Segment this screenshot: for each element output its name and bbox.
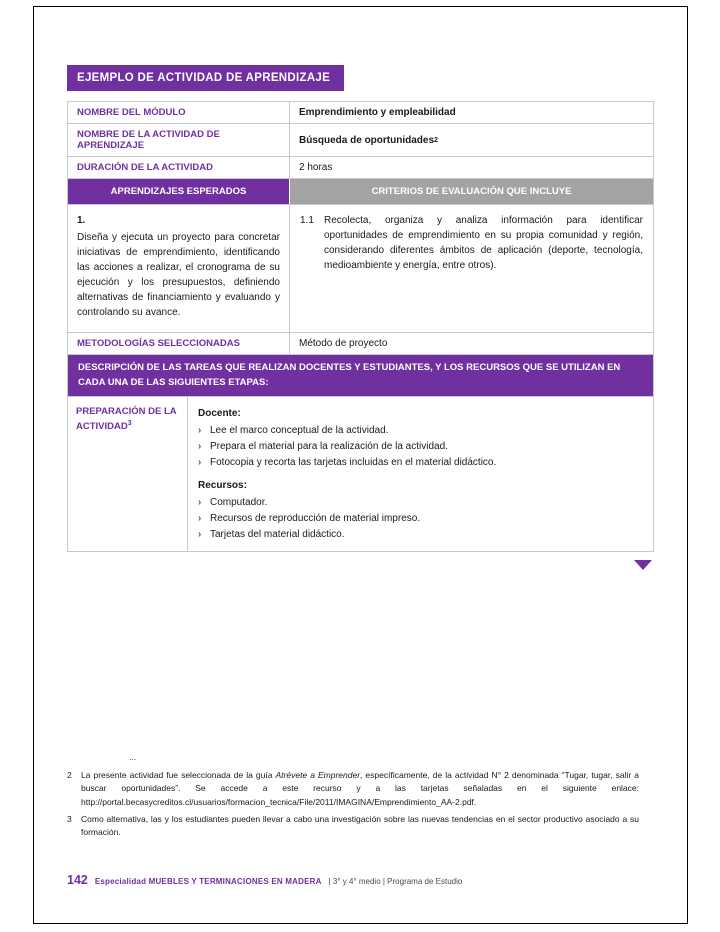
- duration-row: [68, 157, 653, 179]
- arrow-bullet-icon: ›: [198, 529, 202, 541]
- continue-marker: [67, 557, 654, 575]
- footnote-number: 2: [67, 770, 72, 781]
- specialty-name: Especialidad MUEBLES Y TERMINACIONES EN MADERA: [94, 877, 322, 886]
- footnote-2: [67, 769, 639, 809]
- page-content: [34, 7, 687, 575]
- preparation-label-text: PREPARACIÓN DE LA ACTIVIDAD: [76, 406, 177, 433]
- resource-text: Recursos de reproducción de material impreso.: [210, 513, 421, 525]
- tasks-description-header: DESCRIPCIÓN DE LAS TAREAS QUE REALIZAN DOCENTES Y ESTUDIANTES, Y LOS RECURSOS QUE SE UTILIZAN EN CADA UNA DE LAS SIGUIENTES ETAPAS:: [68, 355, 653, 397]
- footnote-ref-2: 2: [434, 136, 438, 144]
- learning-header-row: [68, 179, 653, 205]
- methodology-value: Método de proyecto: [299, 338, 388, 349]
- resource-item: [198, 527, 643, 543]
- footnote-2-guide-title: Atrévete a Emprender: [275, 770, 361, 781]
- footnote-ref-3: 3: [127, 420, 132, 428]
- resources-section-title: Recursos:: [198, 480, 247, 492]
- footnotes: [67, 751, 639, 843]
- preparation-content: [188, 397, 653, 551]
- footnote-ellipsis: ...: [129, 752, 137, 762]
- methodology-label: METODOLOGÍAS SELECCIONADAS: [68, 333, 290, 354]
- arrow-bullet-icon: ›: [198, 497, 202, 509]
- footnote-2-url: http://portal.becasycreditos.cl/usuarios/formacion_tecnica/File/2011/IMAGINA/Emprendimiento_AA-2.pdf.: [81, 796, 477, 807]
- learning-body-row: [68, 205, 653, 333]
- duration-label: DURACIÓN DE LA ACTIVIDAD: [68, 157, 290, 178]
- module-label: NOMBRE DEL MÓDULO: [68, 102, 290, 123]
- arrow-bullet-icon: ›: [198, 441, 202, 453]
- resource-item: [198, 511, 643, 527]
- preparation-stage-label: [68, 397, 188, 551]
- page-footer: [67, 873, 462, 887]
- arrow-bullet-icon: ›: [198, 425, 202, 437]
- activity-name-value: [290, 124, 653, 156]
- arrow-bullet-icon: ›: [198, 513, 202, 525]
- task-item: [198, 439, 643, 455]
- expected-learning-cell: [68, 205, 290, 332]
- evaluation-criterion-cell: [290, 205, 653, 332]
- page-frame: [33, 6, 688, 924]
- task-item: [198, 455, 643, 471]
- task-text: Lee el marco conceptual de la actividad.: [210, 425, 389, 437]
- criterion-number: 1.1: [300, 215, 314, 226]
- footnote-2-part1: La presente actividad fue seleccionada de la guía: [81, 770, 276, 781]
- resource-item: [198, 495, 643, 511]
- triangle-down-icon: [634, 560, 652, 570]
- module-value: Emprendimiento y empleabilidad: [299, 107, 456, 118]
- footnote-2-part2: , específicamente, de la actividad N° 2 denominada “Tugar, tugar, salir a buscar oportunidades”. Se accede a este recurso y a las tarjetas señaladas en el siguiente enlace:: [81, 770, 640, 794]
- duration-value: 2 horas: [299, 162, 333, 173]
- page-number: 142: [67, 873, 88, 887]
- evaluation-criteria-header: CRITERIOS DE EVALUACIÓN QUE INCLUYE: [290, 179, 653, 204]
- footnote-3: [67, 813, 639, 839]
- methodology-row: [68, 333, 653, 355]
- resource-text: Computador.: [210, 497, 268, 509]
- task-item: [198, 423, 643, 439]
- criterion-text: Recolecta, organiza y analiza información para identificar oportunidades de emprendimiento en su propia comunidad y región, considerando diferentes ámbitos de aplicación (deporte, tecnología, medioambiente y energía, entre otros).: [324, 215, 643, 271]
- footnote-number: 3: [67, 813, 72, 824]
- footer-meta: | 3° y 4° medio | Programa de Estudio: [328, 877, 463, 886]
- expected-learning-text: Diseña y ejecuta un proyecto para concretar iniciativas de emprendimiento, identificando las acciones a realizar, el cronograma de su ejecución y los presupuestos, definiendo alternativas de financiamiento y evaluando y controlando su avance.: [77, 232, 280, 318]
- task-text: Prepara el material para la realización de la actividad.: [210, 441, 448, 453]
- preparation-row: [68, 397, 653, 551]
- teacher-section-title: Docente:: [198, 408, 241, 420]
- resource-text: Tarjetas del material didáctico.: [210, 529, 345, 541]
- footnote-text: Como alternativa, las y los estudiantes pueden llevar a cabo una investigación sobre las nuevas tendencias en el sector productivo asociado a su formación.: [81, 813, 639, 837]
- activity-name-row: [68, 124, 653, 157]
- activity-table: [67, 101, 654, 552]
- footnote-text: [81, 769, 639, 809]
- task-text: Fotocopia y recorta las tarjetas incluidas en el material didáctico.: [210, 457, 497, 469]
- activity-name-label: NOMBRE DE LA ACTIVIDAD DE APRENDIZAJE: [68, 124, 290, 156]
- activity-name-text: Búsqueda de oportunidades: [299, 134, 435, 146]
- module-row: [68, 102, 653, 124]
- activity-example-badge: EJEMPLO DE ACTIVIDAD DE APRENDIZAJE: [67, 65, 344, 91]
- arrow-bullet-icon: ›: [198, 457, 202, 469]
- expected-learning-header: APRENDIZAJES ESPERADOS: [68, 179, 290, 204]
- expected-learning-number: 1.: [77, 215, 86, 226]
